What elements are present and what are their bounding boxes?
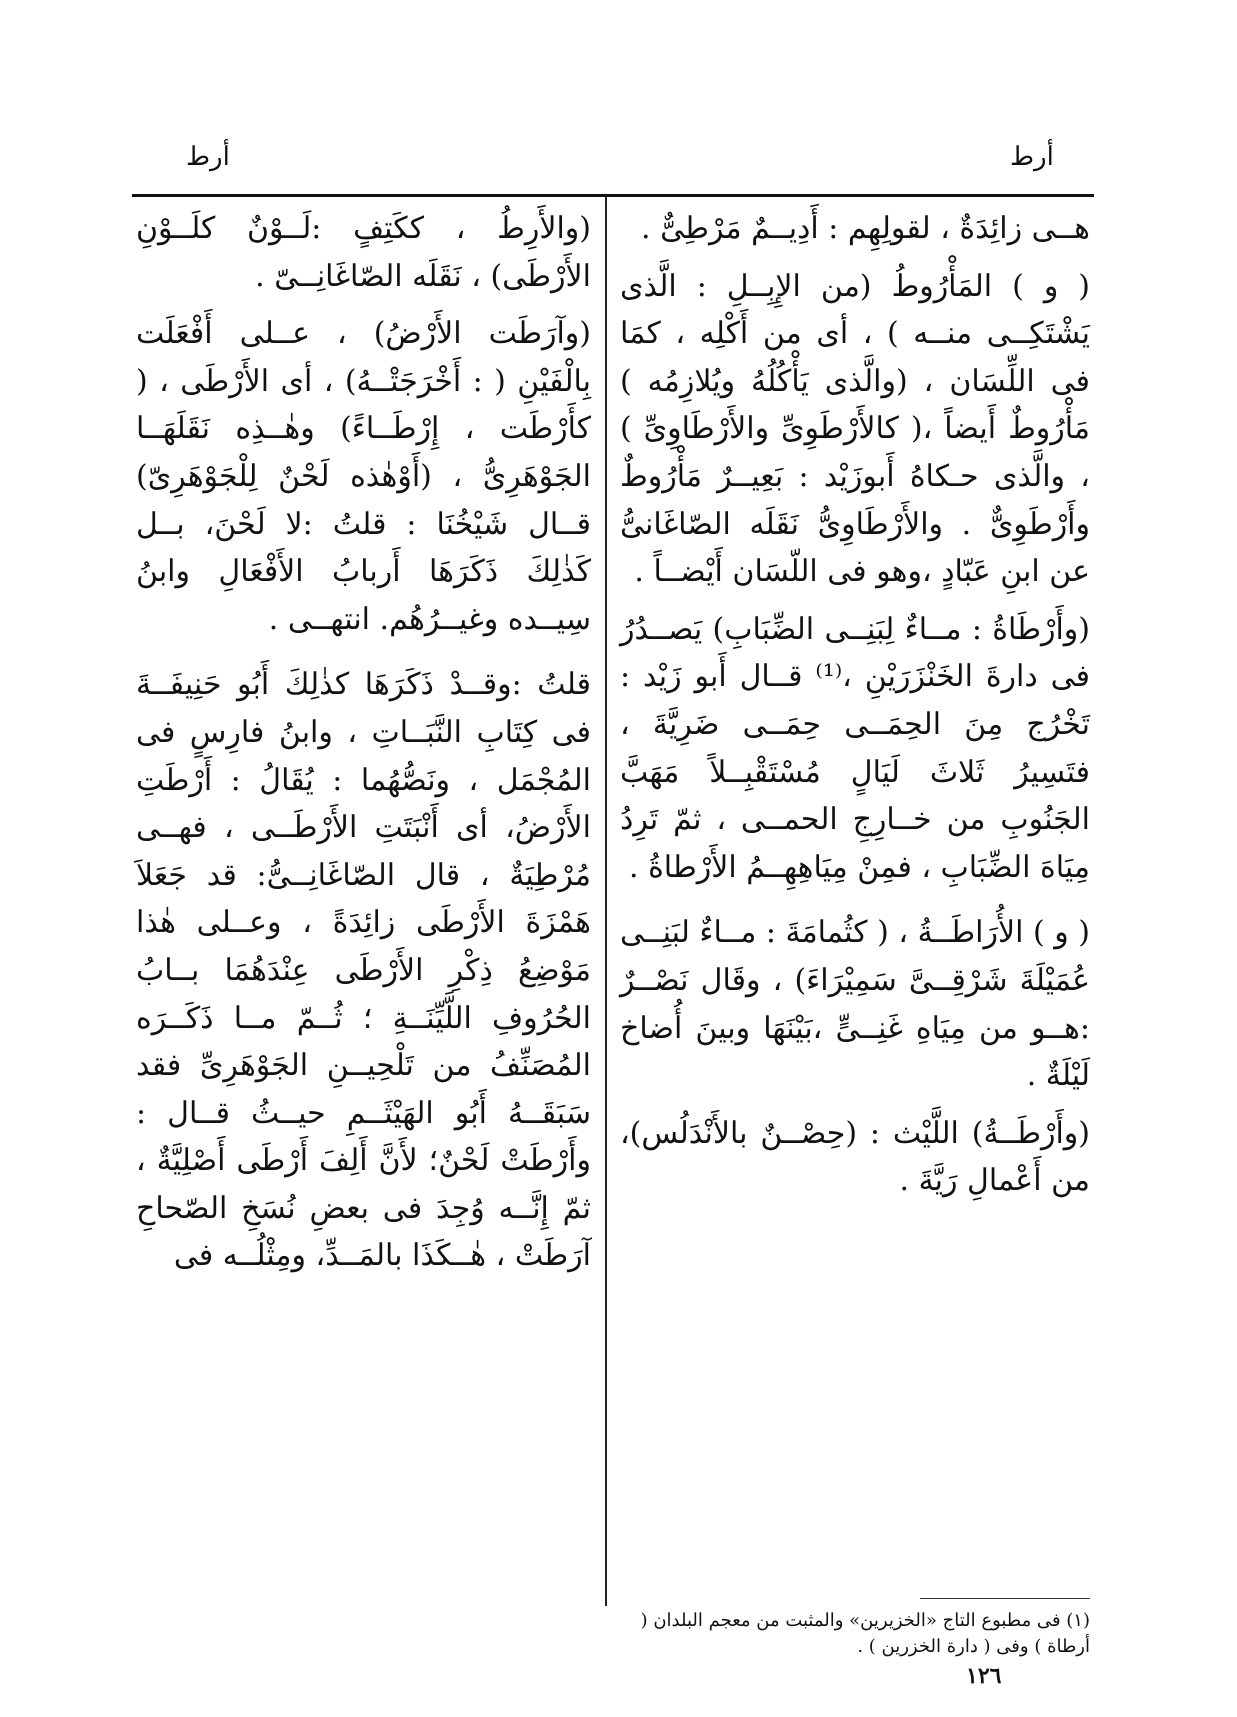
paragraph: (وآرَطَت الأَرْضُ) ، عــلى أَفْعَلَت بِالْفَيْنِ ( : أَخْرَجَتْــهُ) ، أى الأَرْطَى ، ( كأَرْطَت ، إِرْطَــاءً) وهٰــذِه نَقَلَهَــا الجَوْهَرِىُّ ، (أَوْهٰذه لَحْنٌ لِلْجَوْهَرِىّ) قــال شَيْخُنَا : قلتُ :لا لَحْنَ، بــل كَذٰلِكَ ذَكَرَهَا أَربابُ الأَفْعَالِ وابنُ سِيــده وغيــرُهُم. انتهــى .: [136, 316, 591, 637]
column-divider: [605, 196, 607, 1606]
running-header-left: أرط: [186, 142, 230, 172]
paragraph: قلتُ :وقــدْ ذَكَرَهَا كذٰلِكَ أَبُو حَنِيفَــةَ فى كِتَابِ النَّبَــاتِ ، وابنُ فارِسٍ فى المُجْمَل ، ونَصُّهُما : يُقَالُ : أَرْطَتِ الأَرْضُ، أى أَنْبَتَتِ الأَرْطَــى ، فهــى مُرْطِيَةٌ ، قال الصّاغَانِــىُّ: قد جَعَلاَ هَمْزَةَ الأَرْطَى زائِدَةً ، وعــلى هٰذا مَوْضِعُ ذِكْرِ الأَرْطَى عِنْدَهُمَا بــابُ الحُرُوفِ اللَّيِّنَــةِ ؛ ثُــمّ مــا ذَكَــرَه المُصَنِّفُ من تَلْحِيــنِ الجَوْهَرِىِّ فقد سَبَقَــهُ أَبُو الهَيْثَــمِ حيــثُ قــال : وأَرْطَتْ لَحْنٌ؛ لأَنَّ أَلِفَ أَرْطَى أَصْلِيَّةٌ ، ثمّ إِنَّــه وُجِدَ فى بعضِ نُسَخِ الصّحاحِ آرَطَتْ ، هٰــكَذَا بالمَــدِّ، ومِثْلُــه فى: [136, 667, 591, 1274]
page-number: ١٢٦: [966, 1663, 1002, 1689]
right-column: [620, 205, 1090, 1215]
paragraph: هــى زائِدَةٌ ، لقولِهِم : أَدِيــمٌ مَرْطِىٌّ .: [641, 211, 1090, 246]
footnote: (١) فى مطبوع التاج «الخزيرين» والمثبت من معجم البلدان ( أرطاة ) وفى ( دارة الخزرين ) .: [640, 1610, 1090, 1657]
left-column: [136, 205, 591, 1290]
paragraph: ( و ) الأُرَاطَــةُ ، ( كثُمامَةَ : مــاءٌ لبَنِــى عُمَيْلَةَ شَرْقِــىَّ سَمِيْرَاءَ) ، وقَال نَصْــرٌ :هــو من مِيَاهِ غَنِــىٍّ ،بَيْنَهَا وبينَ أُضاخ لَيْلَةٌ .: [620, 915, 1090, 1094]
running-header-right: أرط: [1010, 142, 1054, 172]
footnote-rule: [920, 1598, 1090, 1599]
paragraph: (وأَرْطَــةُ) اللَّيْث : (حِصْــنٌ بالأَنْدَلُس)، من أَعْمالِ رَيَّةَ .: [620, 1115, 1090, 1199]
paragraph: (وأَرْطَاةُ : مــاءٌ لِبَنِــى الضِّبَابِ) يَصــدُرُ فى دارةَ الخَنْزَرَيْنِ ،⁽¹⁾ قــال أَبو زَيْد : تَخْرُج مِنَ الحِمَــى حِمَــى ضَرِيَّةَ ، فتَسِيرُ ثَلاثَ لَيَالٍ مُسْتَقْبِــلاً مَهَبَّ الجَنُوبِ من خــارِجِ الحمــى ، ثمّ تَرِدُ مِيَاهَ الضِّبَابِ ، فمِنْ مِيَاهِهِــمُ الأَرْطاةُ .: [620, 611, 1090, 885]
paragraph: ( و ) المَأْرُوطُ (من الإِبِــلِ : الَّذى يَشْتَكِــى منــه ) ، أى من أَكْلِه ، كمَا فى اللِّسَان ، (والَّذى يَأْكُلُهُ ويُلازِمُه ) مَأْرُوطٌ أَيضاً ،( كالأَرْطَوِىِّ والأَرْطَاوِىِّ ) ، والَّذى حـكاهُ أَبوزَيْد : بَعِيــرٌ مَأْرُوطٌ وأَرْطَوِىٌّ . والأَرْطَاوِىُّ نَقَلَه الصّاغَانىُّ عن ابنِ عَبّادٍ ،وهو فى اللّسَان أَيْضــاً .: [620, 268, 1090, 590]
paragraph: (والأَرِطُ ، ككَتِفٍ :لَــوْنٌ كلَــوْنِ الأَرْطَى) ، نَقَلَه الصّاغَانِــىّ .: [136, 211, 591, 294]
header-rule: [132, 194, 1094, 197]
